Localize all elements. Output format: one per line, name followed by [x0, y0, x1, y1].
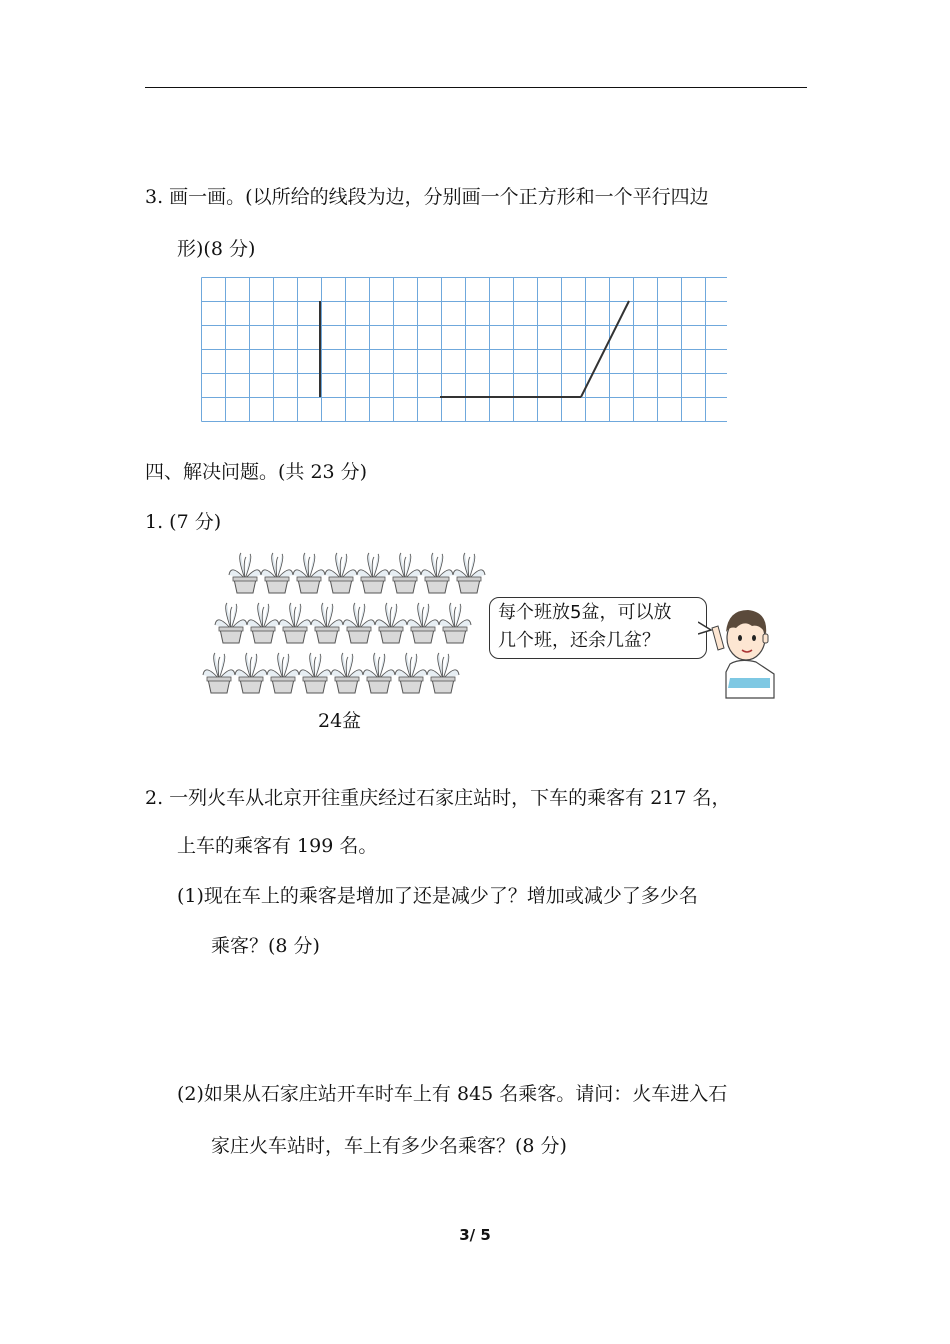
p2-line1: 2. 一列火车从北京开往重庆经过石家庄站时，下车的乘客有 217 名， — [145, 787, 731, 809]
p2-line2: 上车的乘客有 199 名。 — [177, 835, 378, 857]
flower-pot — [395, 653, 427, 693]
flower-pot — [343, 603, 375, 643]
flower-pot — [375, 603, 407, 643]
p2-sub1-line1: (1)现在车上的乘客是增加了还是减少了？增加或减少了多少名 — [177, 885, 698, 907]
p2-sub2-line2: 家庄火车站时，车上有多少名乘客？(8 分) — [211, 1135, 567, 1157]
p2-sub1-line2: 乘客？(8 分) — [211, 935, 320, 957]
flower-pot — [331, 653, 363, 693]
flower-pot — [229, 553, 261, 593]
flower-pot — [261, 553, 293, 593]
flower-pot — [427, 653, 459, 693]
flower-pots-illustration — [198, 545, 498, 705]
bubble-line-1: 每个班放5盆，可以放 — [498, 602, 672, 623]
header-rule — [145, 87, 807, 88]
flower-pot — [325, 553, 357, 593]
flower-pot — [357, 553, 389, 593]
flower-pot — [247, 603, 279, 643]
flower-pot — [389, 553, 421, 593]
drawing-grid[interactable] — [201, 277, 727, 422]
flower-pot — [267, 653, 299, 693]
q3-line1: 3. 画一画。(以所给的线段为边，分别画一个正方形和一个平行四边 — [145, 186, 709, 208]
flower-pot — [215, 603, 247, 643]
p2-sub2-line1: (2)如果从石家庄站开车时车上有 845 名乘客。请问：火车进入石 — [177, 1083, 728, 1105]
flower-pot — [311, 603, 343, 643]
flower-pot — [439, 603, 471, 643]
section4-title: 四、解决问题。(共 23 分) — [145, 461, 368, 483]
problem1-label: 1. (7 分) — [145, 511, 222, 533]
page-number: 3/ 5 — [459, 1226, 491, 1244]
flower-pot — [293, 553, 325, 593]
flower-count-caption: 24盆 — [318, 710, 362, 732]
speech-bubble — [489, 597, 707, 659]
bubble-line-2: 几个班，还余几盆？ — [498, 630, 660, 651]
flower-pot — [235, 653, 267, 693]
boy-character — [700, 598, 780, 700]
flower-pot — [299, 653, 331, 693]
flower-pot — [421, 553, 453, 593]
flower-pot — [407, 603, 439, 643]
flower-pot — [453, 553, 485, 593]
flower-pot — [279, 603, 311, 643]
flower-pot — [363, 653, 395, 693]
flower-pot — [203, 653, 235, 693]
q3-line2: 形)(8 分) — [177, 238, 256, 260]
